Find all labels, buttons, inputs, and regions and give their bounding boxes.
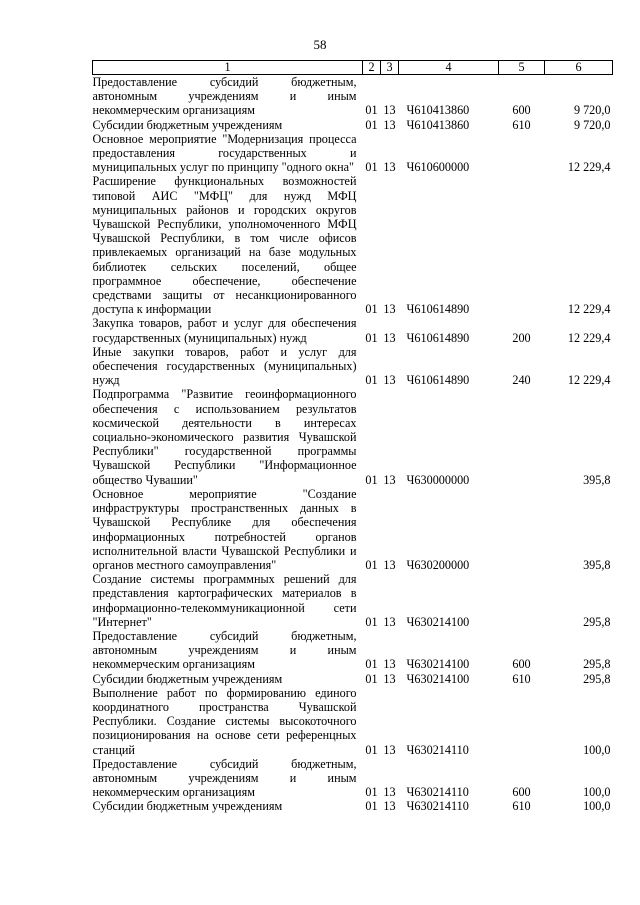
row-section: 01 xyxy=(365,742,378,757)
row-expense-type: 600 xyxy=(512,103,531,118)
row-amount: 295,8 xyxy=(583,671,611,686)
table-row xyxy=(93,118,613,132)
row-amount: 12 229,4 xyxy=(567,330,611,345)
row-expense-type: 610 xyxy=(512,117,531,132)
table-row xyxy=(93,75,613,118)
row-description: Создание системы программных решений для представления картографических материалов в информационно-телекоммуникационной сети "Интернет" xyxy=(92,572,357,629)
row-expense-type: 600 xyxy=(512,657,531,672)
row-target-article: Ч630214110 xyxy=(406,799,469,814)
row-amount: 100,0 xyxy=(583,742,611,757)
row-expense-type: 200 xyxy=(512,330,531,345)
row-target-article: Ч610614890 xyxy=(406,373,470,388)
row-section: 01 xyxy=(365,160,378,175)
row-amount: 295,8 xyxy=(583,614,611,629)
row-amount: 12 229,4 xyxy=(567,302,611,317)
row-expense-type xyxy=(499,174,545,316)
table-row xyxy=(93,316,613,344)
row-description: Основное мероприятие "Создание инфраструктуры пространственных данных в Чувашской Республике для обеспечения информационных потребностей органов исполнительной власти Чувашской Республики и органов местного самоуправления" xyxy=(92,486,357,572)
column-header: 4 xyxy=(399,61,499,75)
row-description: Субсидии бюджетным учреждениям xyxy=(92,799,283,814)
row-amount: 12 229,4 xyxy=(567,160,611,175)
row-target-article: Ч630214100 xyxy=(406,671,470,686)
row-target-article: Ч630000000 xyxy=(406,472,470,487)
row-section: 01 xyxy=(365,557,378,572)
table-body xyxy=(93,75,613,814)
row-description: Закупка товаров, работ и услуг для обеспечения государственных (муниципальных) нужд xyxy=(92,316,357,345)
column-number-header xyxy=(93,61,613,75)
row-amount: 395,8 xyxy=(583,472,611,487)
table-row xyxy=(93,345,613,388)
row-section: 01 xyxy=(365,657,378,672)
row-section: 01 xyxy=(365,373,378,388)
row-description: Предоставление субсидий бюджетным, автономным учреждениям и иным некоммерческим организациям xyxy=(92,75,357,118)
row-section: 01 xyxy=(365,330,378,345)
table-row xyxy=(93,132,613,175)
row-amount: 9 720,0 xyxy=(573,103,611,118)
table-row xyxy=(93,629,613,672)
row-description: Основное мероприятие "Модернизация процесса предоставления государственных и муниципальных услуг по принципу "одного окна" xyxy=(92,131,357,175)
row-section: 01 xyxy=(365,472,378,487)
table-row xyxy=(93,672,613,686)
row-target-article: Ч630214100 xyxy=(406,657,470,672)
row-target-article: Ч610413860 xyxy=(406,103,470,118)
row-target-article: Ч630214110 xyxy=(406,785,469,800)
row-description: Расширение функциональных возможностей типовой АИС "МФЦ" для нужд МФЦ муниципальных районов и городских округов Чувашской Республики, уполномоченного МФЦ Чувашской Республики, в том числе офисов привлекаемых организаций на базе модульных библиотек сельских поселений, общее программное обеспечение, обеспечение средствами защиты от несанкционированного доступа к информации xyxy=(92,174,357,317)
row-description: Субсидии бюджетным учреждениям xyxy=(92,671,283,686)
column-header: 5 xyxy=(499,61,545,75)
row-amount: 395,8 xyxy=(583,557,611,572)
row-expense-type xyxy=(499,387,545,486)
row-subsection: 13 xyxy=(383,160,396,175)
row-description: Иные закупки товаров, работ и услуг для обеспечения государственных (муниципальных) нужд xyxy=(92,344,357,388)
row-subsection: 13 xyxy=(383,799,396,814)
row-amount: 295,8 xyxy=(583,657,611,672)
row-section: 01 xyxy=(365,799,378,814)
row-target-article: Ч630200000 xyxy=(406,557,470,572)
table-row xyxy=(93,572,613,629)
row-amount: 100,0 xyxy=(583,785,611,800)
row-subsection: 13 xyxy=(383,117,396,132)
row-section: 01 xyxy=(365,785,378,800)
row-expense-type: 610 xyxy=(512,671,531,686)
table-row xyxy=(93,799,613,813)
budget-table xyxy=(92,60,613,814)
row-target-article: Ч610413860 xyxy=(406,117,470,132)
row-subsection: 13 xyxy=(383,330,396,345)
row-expense-type xyxy=(499,132,545,175)
row-expense-type: 610 xyxy=(512,799,531,814)
row-subsection: 13 xyxy=(383,742,396,757)
row-description: Подпрограмма "Развитие геоинформационного обеспечения с использованием результатов космической деятельности в интересах социально-экономического развития Чувашской Республики" государственной программы Чувашской Республики "Информационное общество Чувашии" xyxy=(92,387,357,487)
row-section: 01 xyxy=(365,671,378,686)
page-number: 58 xyxy=(313,37,327,52)
row-target-article: Ч610600000 xyxy=(406,160,470,175)
row-expense-type: 240 xyxy=(512,373,531,388)
table-row xyxy=(93,686,613,757)
row-expense-type xyxy=(499,487,545,572)
row-expense-type xyxy=(499,572,545,629)
row-section: 01 xyxy=(365,117,378,132)
row-subsection: 13 xyxy=(383,671,396,686)
row-subsection: 13 xyxy=(383,785,396,800)
row-subsection: 13 xyxy=(383,657,396,672)
column-header: 1 xyxy=(93,61,363,75)
row-subsection: 13 xyxy=(383,472,396,487)
row-amount: 9 720,0 xyxy=(573,117,611,132)
row-description: Предоставление субсидий бюджетным, автономным учреждениям и иным некоммерческим организациям xyxy=(92,628,357,672)
row-expense-type xyxy=(499,686,545,757)
row-subsection: 13 xyxy=(383,614,396,629)
row-subsection: 13 xyxy=(383,373,396,388)
row-description: Предоставление субсидий бюджетным, автономным учреждениям и иным некоммерческим организациям xyxy=(92,756,357,800)
row-subsection: 13 xyxy=(383,557,396,572)
column-header: 6 xyxy=(545,61,613,75)
row-subsection: 13 xyxy=(383,302,396,317)
row-description: Выполнение работ по формированию единого координатного пространства Чувашской Республики. Создание системы высокоточного позиционирования на основе сети референцных станций xyxy=(92,685,357,757)
column-header: 3 xyxy=(381,61,399,75)
column-header: 2 xyxy=(363,61,381,75)
row-subsection: 13 xyxy=(383,103,396,118)
row-amount: 100,0 xyxy=(583,799,611,814)
row-section: 01 xyxy=(365,103,378,118)
row-target-article: Ч610614890 xyxy=(406,330,470,345)
row-target-article: Ч630214100 xyxy=(406,614,470,629)
row-section: 01 xyxy=(365,614,378,629)
row-expense-type: 600 xyxy=(512,785,531,800)
table-row xyxy=(93,487,613,572)
table-row xyxy=(93,174,613,316)
row-target-article: Ч610614890 xyxy=(406,302,470,317)
row-target-article: Ч630214110 xyxy=(406,742,469,757)
table-row xyxy=(93,387,613,486)
table-row xyxy=(93,757,613,800)
row-description: Субсидии бюджетным учреждениям xyxy=(92,117,283,132)
row-section: 01 xyxy=(365,302,378,317)
row-amount: 12 229,4 xyxy=(567,373,611,388)
